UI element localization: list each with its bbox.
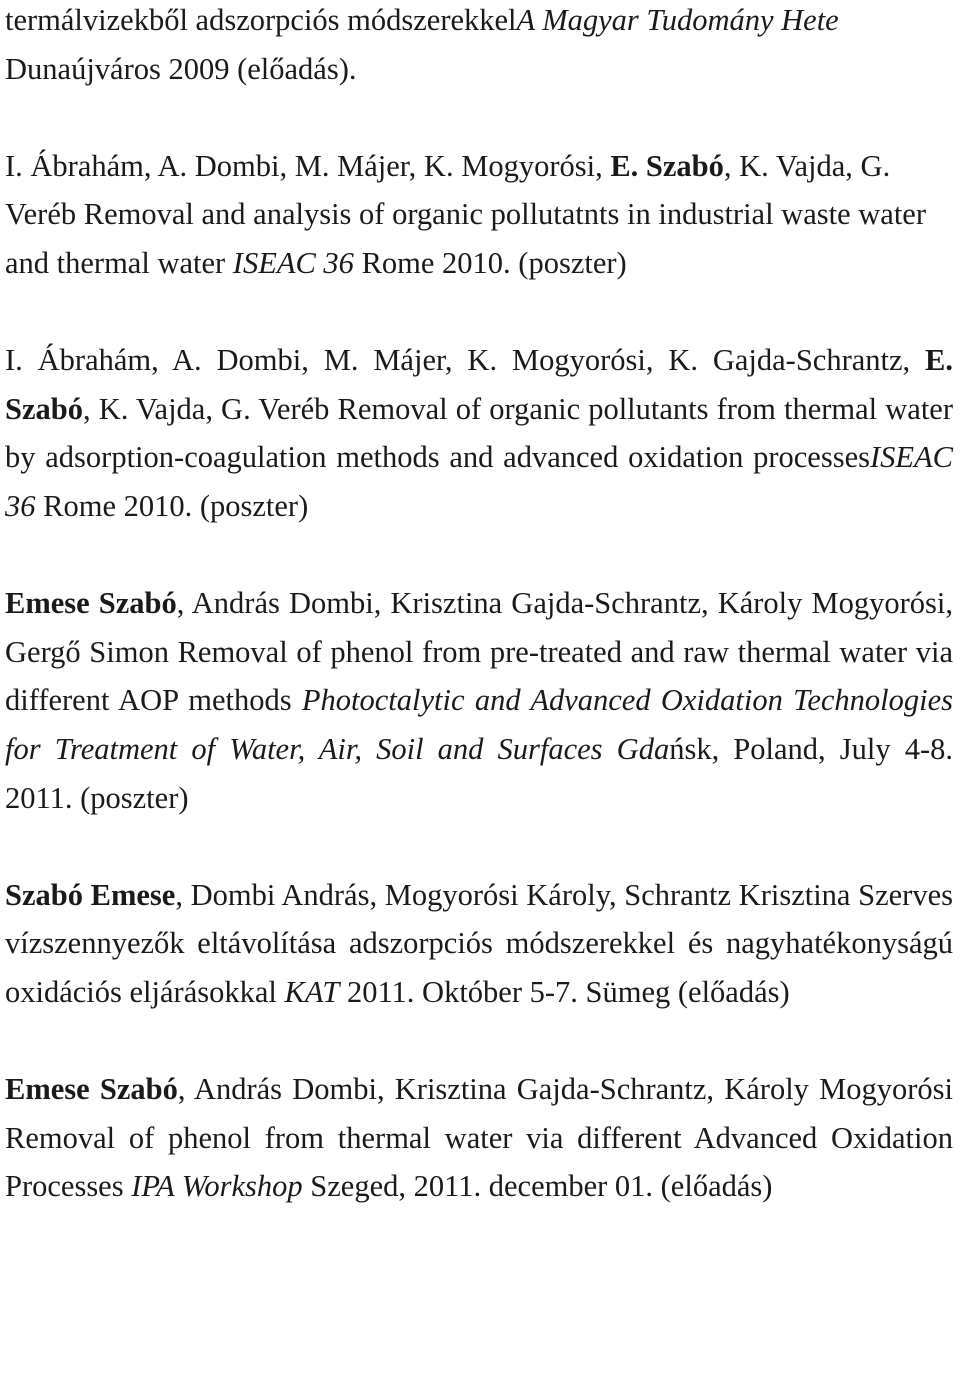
conference-name: IPA Workshop [131,1169,303,1204]
entry-text: Szeged, 2011. december 01. (előadás) [302,1169,773,1204]
entry-text: Rome 2010. (poszter) [353,245,627,280]
highlighted-author: E. Szabó [5,343,953,426]
entry-text: , Dombi András, Mogyorósi Károly, Schrantz Krisztina Szerves vízszennyezők eltávolítása adszorpciós módszerekkel és nagyhatékonyságú oxidációs eljárásokkal [5,877,953,1009]
entry-text: , András Dombi, Krisztina Gajda-Schrantz, Károly Mogyorósi Removal of phenol from thermal water via different Advanced Oxidation Processes [5,1072,953,1204]
publication-entry [5,1065,953,1211]
highlighted-author: Emese Szabó [5,586,177,621]
conference-name: KAT [284,974,340,1009]
conference-name: Photoctalytic and Advanced Oxidation Technologies for Treatment of Water, Air, Soil and Surfaces Gda [5,683,953,766]
authors-text: I. Ábrahám, A. Dombi, M. Májer, K. Mogyorósi, [5,148,611,183]
publication-entry [5,142,953,288]
entry-text: termálvizekből adszorpciós módszerekkel [5,3,517,37]
highlighted-author: Emese Szabó [5,1072,178,1107]
highlighted-author: E. Szabó [610,148,724,183]
publication-entry [5,0,953,93]
entry-text: 2011. Október 5-7. Sümeg (előadás) [339,974,790,1009]
entry-text: , K. Vajda, G. Veréb Removal and analysis of organic pollutatnts in industrial waste water and thermal water [5,148,926,280]
publication-entry [5,336,953,530]
conference-name: ISEAC 36 [232,245,354,280]
entry-text: , K. Vajda, G. Veréb Removal of organic pollutants from thermal water by adsorption-coagulation methods and advanced oxidation processes [5,391,953,475]
publication-entry [5,579,953,822]
conference-name: A Magyar Tudomány Hete [516,3,839,37]
publication-entry [5,871,953,1017]
entry-text: , András Dombi, Krisztina Gajda-Schrantz, Károly Mogyorósi, Gergő Simon Removal of phenol from pre-treated and raw thermal water via different AOP methods [5,586,953,718]
conference-name: ISEAC 36 [5,440,953,523]
highlighted-author: Szabó Emese [5,877,176,912]
entry-text: ńsk, Poland, July 4-8. 2011. (poszter) [5,731,954,815]
entry-text: Rome 2010. (poszter) [35,488,309,523]
publication-list [5,0,953,1259]
entry-text: Dunaújváros 2009 (előadás). [5,51,357,86]
authors-text: I. Ábrahám, A. Dombi, M. Májer, K. Mogyorósi, K. Gajda-Schrantz, [5,343,926,378]
